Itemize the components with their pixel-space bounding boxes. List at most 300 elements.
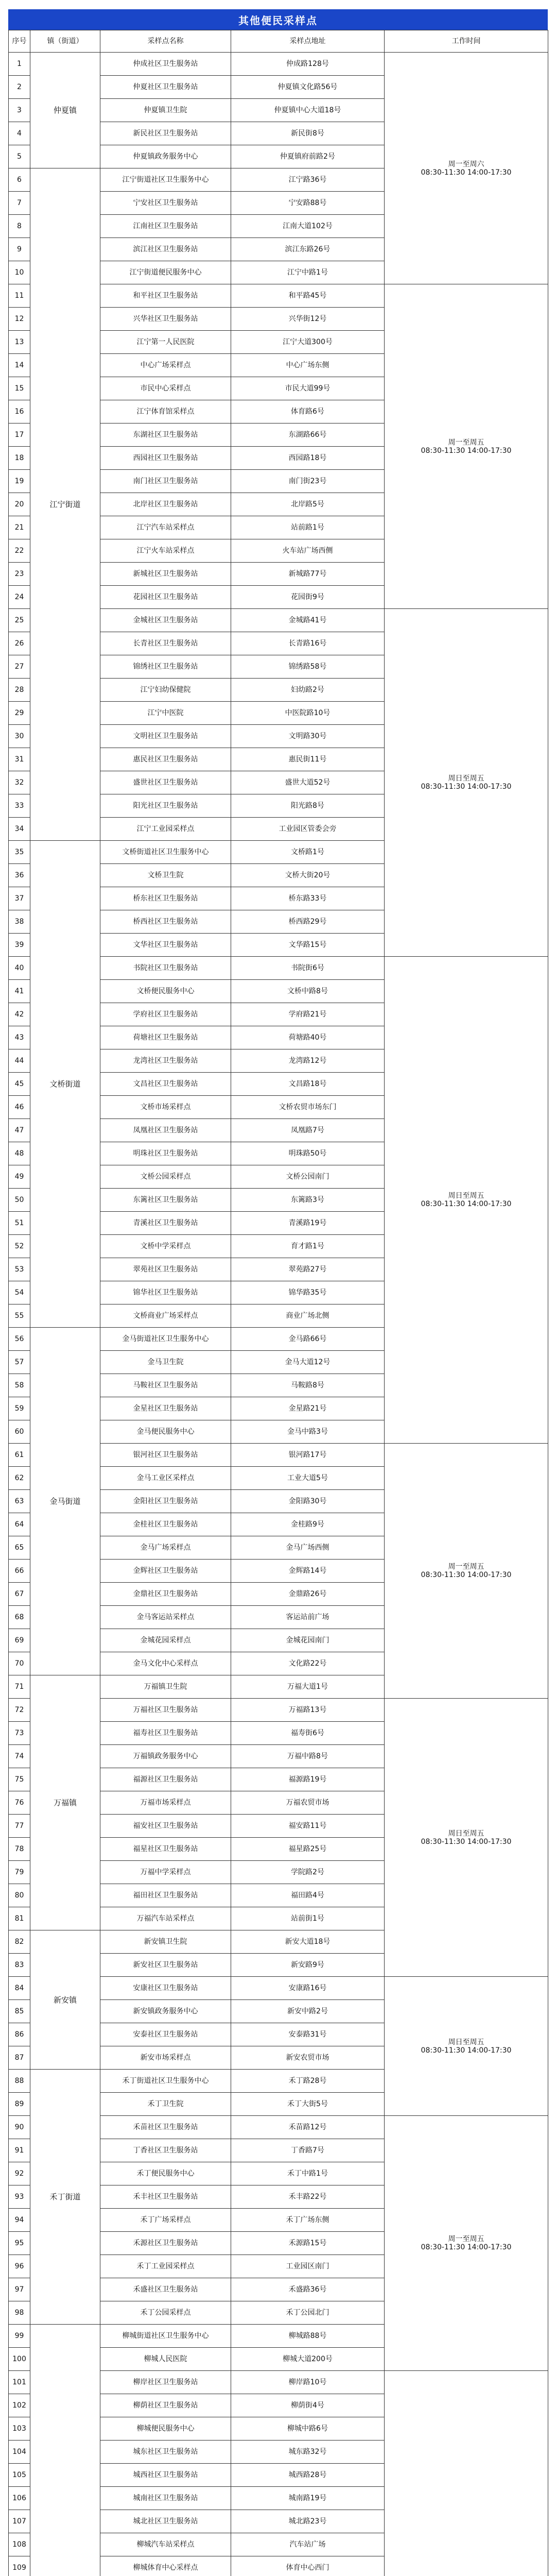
row-number: 36 — [9, 864, 30, 887]
point-address: 丁香路7号 — [231, 2139, 385, 2162]
row-number: 97 — [9, 2278, 30, 2301]
point-name: 书院社区卫生服务站 — [100, 957, 231, 980]
point-name: 金桂社区卫生服务站 — [100, 1513, 231, 1536]
work-hours-cell: 周日至周五 08:30-11:30 14:00-17:30 — [385, 1977, 548, 2116]
point-address: 城东路32号 — [231, 2441, 385, 2464]
row-number: 71 — [9, 1675, 30, 1699]
row-number: 108 — [9, 2533, 30, 2556]
row-number: 52 — [9, 1235, 30, 1258]
point-address: 城西路28号 — [231, 2464, 385, 2487]
point-name: 新民社区卫生服务站 — [100, 122, 231, 145]
point-name: 金鼎社区卫生服务站 — [100, 1583, 231, 1606]
row-number: 38 — [9, 910, 30, 934]
point-address: 文桥中路8号 — [231, 980, 385, 1003]
row-number: 42 — [9, 1003, 30, 1026]
point-name: 城东社区卫生服务站 — [100, 2441, 231, 2464]
point-address: 学府路21号 — [231, 1003, 385, 1026]
row-number: 37 — [9, 887, 30, 910]
point-name: 锦绣社区卫生服务站 — [100, 655, 231, 679]
point-name: 柳岸社区卫生服务站 — [100, 2371, 231, 2394]
point-name: 柳城体育中心采样点 — [100, 2556, 231, 2576]
point-address: 银河路17号 — [231, 1444, 385, 1467]
row-number: 85 — [9, 2000, 30, 2023]
point-name: 西园社区卫生服务站 — [100, 447, 231, 470]
row-number: 39 — [9, 934, 30, 957]
point-address: 新民街8号 — [231, 122, 385, 145]
point-address: 禾丁路28号 — [231, 2070, 385, 2093]
row-number: 54 — [9, 1281, 30, 1304]
point-name: 仲夏社区卫生服务站 — [100, 76, 231, 99]
row-number: 64 — [9, 1513, 30, 1536]
point-name: 长青社区卫生服务站 — [100, 632, 231, 655]
row-number: 58 — [9, 1374, 30, 1397]
point-name: 城南社区卫生服务站 — [100, 2487, 231, 2510]
page-title: 其他便民采样点 — [8, 9, 548, 30]
row-number: 34 — [9, 818, 30, 841]
row-number: 11 — [9, 284, 30, 308]
point-name: 新安镇政务服务中心 — [100, 2000, 231, 2023]
row-number: 41 — [9, 980, 30, 1003]
point-address: 书院街6号 — [231, 957, 385, 980]
point-address: 文桥路1号 — [231, 841, 385, 864]
row-number: 35 — [9, 841, 30, 864]
point-address: 工业园区南门 — [231, 2255, 385, 2278]
point-address: 工业园区管委会旁 — [231, 818, 385, 841]
point-address: 安康路16号 — [231, 1977, 385, 2000]
header-no: 序号 — [9, 30, 30, 53]
point-address: 福寿街6号 — [231, 1722, 385, 1745]
work-hours-cell: 周一至周六 08:30-11:30 14:00-17:30 — [385, 53, 548, 284]
point-address: 文明路30号 — [231, 725, 385, 748]
row-number: 106 — [9, 2487, 30, 2510]
point-address: 文化路22号 — [231, 1652, 385, 1675]
row-number: 100 — [9, 2348, 30, 2371]
town-cell: 文桥街道 — [30, 841, 100, 1328]
point-name: 翠苑社区卫生服务站 — [100, 1258, 231, 1281]
point-name: 桥西社区卫生服务站 — [100, 910, 231, 934]
point-address: 长青路16号 — [231, 632, 385, 655]
point-address: 龙湾路12号 — [231, 1049, 385, 1073]
row-number: 49 — [9, 1165, 30, 1189]
point-name: 明珠社区卫生服务站 — [100, 1142, 231, 1165]
point-name: 宁安社区卫生服务站 — [100, 192, 231, 215]
row-number: 73 — [9, 1722, 30, 1745]
row-number: 65 — [9, 1536, 30, 1560]
point-name: 仲夏镇政务服务中心 — [100, 145, 231, 168]
point-name: 金马街道社区卫生服务中心 — [100, 1328, 231, 1351]
row-number: 80 — [9, 1884, 30, 1907]
row-number: 68 — [9, 1606, 30, 1629]
row-number: 26 — [9, 632, 30, 655]
point-address: 南门街23号 — [231, 470, 385, 493]
row-number: 23 — [9, 563, 30, 586]
row-number: 92 — [9, 2162, 30, 2185]
row-number: 30 — [9, 725, 30, 748]
row-number: 67 — [9, 1583, 30, 1606]
row-number: 1 — [9, 53, 30, 76]
town-cell — [30, 2325, 100, 2576]
point-address: 仲夏镇文化路56号 — [231, 76, 385, 99]
point-address: 锦绣路58号 — [231, 655, 385, 679]
row-number: 84 — [9, 1977, 30, 2000]
point-address: 新安路9号 — [231, 1954, 385, 1977]
point-name: 市民中心采样点 — [100, 377, 231, 400]
point-name: 福源社区卫生服务站 — [100, 1768, 231, 1791]
row-number: 56 — [9, 1328, 30, 1351]
town-cell: 禾丁街道 — [30, 2070, 100, 2325]
town-cell: 金马街道 — [30, 1328, 100, 1675]
point-address: 兴华街12号 — [231, 308, 385, 331]
point-address: 福源路19号 — [231, 1768, 385, 1791]
point-name: 江宁体育馆采样点 — [100, 400, 231, 423]
row-number: 48 — [9, 1142, 30, 1165]
point-name: 安泰社区卫生服务站 — [100, 2023, 231, 2046]
row-number: 105 — [9, 2464, 30, 2487]
point-address: 城北路23号 — [231, 2510, 385, 2533]
point-address: 新城路77号 — [231, 563, 385, 586]
point-address: 东篱路3号 — [231, 1189, 385, 1212]
row-number: 86 — [9, 2023, 30, 2046]
point-address: 金马大道12号 — [231, 1351, 385, 1374]
point-name: 万福镇卫生院 — [100, 1675, 231, 1699]
row-number: 63 — [9, 1490, 30, 1513]
row-number: 44 — [9, 1049, 30, 1073]
row-number: 7 — [9, 192, 30, 215]
point-name: 滨江社区卫生服务站 — [100, 238, 231, 261]
point-name: 文桥中学采样点 — [100, 1235, 231, 1258]
row-number: 40 — [9, 957, 30, 980]
row-number: 99 — [9, 2325, 30, 2348]
point-name: 金辉社区卫生服务站 — [100, 1560, 231, 1583]
point-name: 文桥公园采样点 — [100, 1165, 231, 1189]
point-address: 商业广场北侧 — [231, 1304, 385, 1328]
row-number: 9 — [9, 238, 30, 261]
point-name: 江宁第一人民医院 — [100, 331, 231, 354]
work-hours-cell: 周日至周五 08:30-11:30 14:00-17:30 — [385, 957, 548, 1444]
row-number: 43 — [9, 1026, 30, 1049]
point-name: 福寿社区卫生服务站 — [100, 1722, 231, 1745]
header-name: 采样点名称 — [100, 30, 231, 53]
row-number: 59 — [9, 1397, 30, 1420]
point-name: 江宁汽车站采样点 — [100, 516, 231, 539]
point-address: 禾源路15号 — [231, 2232, 385, 2255]
table-row — [9, 53, 548, 76]
point-name: 青溪社区卫生服务站 — [100, 1212, 231, 1235]
row-number: 27 — [9, 655, 30, 679]
row-number: 18 — [9, 447, 30, 470]
point-address: 明珠路50号 — [231, 1142, 385, 1165]
point-address: 禾丁公园北门 — [231, 2301, 385, 2325]
point-name: 文桥便民服务中心 — [100, 980, 231, 1003]
point-address: 柳荫街4号 — [231, 2394, 385, 2417]
point-name: 柳城便民服务中心 — [100, 2417, 231, 2441]
point-name: 江宁街道便民服务中心 — [100, 261, 231, 284]
point-name: 金马工业区采样点 — [100, 1467, 231, 1490]
point-name: 凤凰社区卫生服务站 — [100, 1119, 231, 1142]
row-number: 75 — [9, 1768, 30, 1791]
point-address: 江宁中路1号 — [231, 261, 385, 284]
point-name: 阳光社区卫生服务站 — [100, 794, 231, 818]
point-name: 龙湾社区卫生服务站 — [100, 1049, 231, 1073]
point-address: 福田路4号 — [231, 1884, 385, 1907]
point-address: 安泰路31号 — [231, 2023, 385, 2046]
row-number: 93 — [9, 2185, 30, 2209]
row-number: 25 — [9, 609, 30, 632]
point-name: 文桥市场采样点 — [100, 1096, 231, 1119]
row-number: 5 — [9, 145, 30, 168]
point-address: 桥东路33号 — [231, 887, 385, 910]
point-name: 江南社区卫生服务站 — [100, 215, 231, 238]
point-name: 丁香社区卫生服务站 — [100, 2139, 231, 2162]
town-cell: 江宁街道 — [30, 168, 100, 841]
point-address: 学院路2号 — [231, 1861, 385, 1884]
point-name: 马鞍社区卫生服务站 — [100, 1374, 231, 1397]
point-name: 金马文化中心采样点 — [100, 1652, 231, 1675]
point-name: 金城社区卫生服务站 — [100, 609, 231, 632]
point-name: 江宁街道社区卫生服务中心 — [100, 168, 231, 192]
point-address: 体育路6号 — [231, 400, 385, 423]
row-number: 50 — [9, 1189, 30, 1212]
row-number: 55 — [9, 1304, 30, 1328]
row-number: 17 — [9, 423, 30, 447]
point-name: 仲成社区卫生服务站 — [100, 53, 231, 76]
row-number: 109 — [9, 2556, 30, 2576]
point-name: 禾丁公园采样点 — [100, 2301, 231, 2325]
row-number: 29 — [9, 702, 30, 725]
point-name: 花园社区卫生服务站 — [100, 586, 231, 609]
point-address: 工业大道5号 — [231, 1467, 385, 1490]
row-number: 31 — [9, 748, 30, 771]
point-name: 北岸社区卫生服务站 — [100, 493, 231, 516]
row-number: 103 — [9, 2417, 30, 2441]
row-number: 14 — [9, 354, 30, 377]
town-cell: 万福镇 — [30, 1675, 100, 1930]
header-addr: 采样点地址 — [231, 30, 385, 53]
row-number: 21 — [9, 516, 30, 539]
point-address: 福星路25号 — [231, 1838, 385, 1861]
row-number: 10 — [9, 261, 30, 284]
point-name: 禾源社区卫生服务站 — [100, 2232, 231, 2255]
work-hours-cell — [385, 2371, 548, 2576]
point-address: 禾盛路36号 — [231, 2278, 385, 2301]
point-name: 金星社区卫生服务站 — [100, 1397, 231, 1420]
point-address: 宁安路88号 — [231, 192, 385, 215]
point-name: 文昌社区卫生服务站 — [100, 1073, 231, 1096]
row-number: 74 — [9, 1745, 30, 1768]
point-name: 荷塘社区卫生服务站 — [100, 1026, 231, 1049]
row-number: 19 — [9, 470, 30, 493]
point-address: 汽车站广场 — [231, 2533, 385, 2556]
point-name: 禾苗社区卫生服务站 — [100, 2116, 231, 2139]
header-time: 工作时间 — [385, 30, 548, 53]
point-address: 江宁大道300号 — [231, 331, 385, 354]
point-address: 荷塘路40号 — [231, 1026, 385, 1049]
town-cell: 新安镇 — [30, 1930, 100, 2070]
row-number: 20 — [9, 493, 30, 516]
row-number: 24 — [9, 586, 30, 609]
point-address: 城南路19号 — [231, 2487, 385, 2510]
point-name: 福安社区卫生服务站 — [100, 1815, 231, 1838]
point-name: 禾丁工业园采样点 — [100, 2255, 231, 2278]
point-address: 仲成路128号 — [231, 53, 385, 76]
row-number: 83 — [9, 1954, 30, 1977]
point-name: 柳城汽车站采样点 — [100, 2533, 231, 2556]
row-number: 98 — [9, 2301, 30, 2325]
point-address: 桥西路29号 — [231, 910, 385, 934]
point-name: 东湖社区卫生服务站 — [100, 423, 231, 447]
point-name: 金城花园采样点 — [100, 1629, 231, 1652]
work-hours-cell: 周一至周五 08:30-11:30 14:00-17:30 — [385, 284, 548, 609]
point-name: 禾丁街道社区卫生服务中心 — [100, 2070, 231, 2093]
point-name: 金阳社区卫生服务站 — [100, 1490, 231, 1513]
point-address: 金星路21号 — [231, 1397, 385, 1420]
point-address: 金城路41号 — [231, 609, 385, 632]
point-address: 站前街1号 — [231, 1907, 385, 1930]
point-address: 金马中路3号 — [231, 1420, 385, 1444]
point-name: 禾丁广场采样点 — [100, 2209, 231, 2232]
point-address: 文华路15号 — [231, 934, 385, 957]
point-address: 福安路11号 — [231, 1815, 385, 1838]
row-number: 88 — [9, 2070, 30, 2093]
point-name: 东篱社区卫生服务站 — [100, 1189, 231, 1212]
point-address: 禾丁中路1号 — [231, 2162, 385, 2185]
row-number: 32 — [9, 771, 30, 794]
row-number: 15 — [9, 377, 30, 400]
point-address: 马鞍路8号 — [231, 1374, 385, 1397]
point-name: 城北社区卫生服务站 — [100, 2510, 231, 2533]
point-name: 金马广场采样点 — [100, 1536, 231, 1560]
table-header-row — [9, 30, 548, 53]
point-address: 万福中路8号 — [231, 1745, 385, 1768]
point-name: 盛世社区卫生服务站 — [100, 771, 231, 794]
point-name: 万福社区卫生服务站 — [100, 1699, 231, 1722]
point-address: 仲夏镇中心大道18号 — [231, 99, 385, 122]
point-name: 金马便民服务中心 — [100, 1420, 231, 1444]
point-address: 站前路1号 — [231, 516, 385, 539]
point-address: 翠苑路27号 — [231, 1258, 385, 1281]
row-number: 3 — [9, 99, 30, 122]
point-address: 西园路18号 — [231, 447, 385, 470]
point-name: 仲夏镇卫生院 — [100, 99, 231, 122]
row-number: 95 — [9, 2232, 30, 2255]
point-address: 柳城大道200号 — [231, 2348, 385, 2371]
point-name: 柳荫社区卫生服务站 — [100, 2394, 231, 2417]
point-address: 新安大道18号 — [231, 1930, 385, 1954]
point-name: 万福镇政务服务中心 — [100, 1745, 231, 1768]
point-address: 滨江东路26号 — [231, 238, 385, 261]
point-address: 金辉路14号 — [231, 1560, 385, 1583]
point-address: 金马路66号 — [231, 1328, 385, 1351]
point-name: 禾盛社区卫生服务站 — [100, 2278, 231, 2301]
point-address: 锦华路35号 — [231, 1281, 385, 1304]
row-number: 47 — [9, 1119, 30, 1142]
row-number: 62 — [9, 1467, 30, 1490]
point-name: 桥东社区卫生服务站 — [100, 887, 231, 910]
point-address: 文昌路18号 — [231, 1073, 385, 1096]
point-name: 福田社区卫生服务站 — [100, 1884, 231, 1907]
row-number: 102 — [9, 2394, 30, 2417]
point-name: 柳城人民医院 — [100, 2348, 231, 2371]
point-name: 禾丁便民服务中心 — [100, 2162, 231, 2185]
row-number: 82 — [9, 1930, 30, 1954]
point-name: 银河社区卫生服务站 — [100, 1444, 231, 1467]
row-number: 69 — [9, 1629, 30, 1652]
point-name: 南门社区卫生服务站 — [100, 470, 231, 493]
row-number: 96 — [9, 2255, 30, 2278]
point-name: 学府社区卫生服务站 — [100, 1003, 231, 1026]
row-number: 87 — [9, 2046, 30, 2070]
point-address: 柳城中路6号 — [231, 2417, 385, 2441]
work-hours-cell: 周一至周五 08:30-11:30 14:00-17:30 — [385, 2116, 548, 2371]
row-number: 72 — [9, 1699, 30, 1722]
point-address: 新安中路2号 — [231, 2000, 385, 2023]
work-hours-cell: 周日至周五 08:30-11:30 14:00-17:30 — [385, 1699, 548, 1977]
point-name: 文桥商业广场采样点 — [100, 1304, 231, 1328]
point-name: 江宁工业园采样点 — [100, 818, 231, 841]
point-name: 禾丰社区卫生服务站 — [100, 2185, 231, 2209]
row-number: 61 — [9, 1444, 30, 1467]
point-address: 仲夏镇府前路2号 — [231, 145, 385, 168]
point-address: 凤凰路7号 — [231, 1119, 385, 1142]
point-name: 文华社区卫生服务站 — [100, 934, 231, 957]
point-name: 柳城街道社区卫生服务中心 — [100, 2325, 231, 2348]
row-number: 53 — [9, 1258, 30, 1281]
point-name: 新安社区卫生服务站 — [100, 1954, 231, 1977]
row-number: 89 — [9, 2093, 30, 2116]
point-address: 文桥农贸市场东门 — [231, 1096, 385, 1119]
point-name: 和平社区卫生服务站 — [100, 284, 231, 308]
point-name: 江宁中医院 — [100, 702, 231, 725]
row-number: 107 — [9, 2510, 30, 2533]
work-hours-cell: 周一至周五 08:30-11:30 14:00-17:30 — [385, 1444, 548, 1699]
row-number: 101 — [9, 2371, 30, 2394]
point-address: 江宁路36号 — [231, 168, 385, 192]
row-number: 81 — [9, 1907, 30, 1930]
point-address: 中医院路10号 — [231, 702, 385, 725]
point-address: 中心广场东侧 — [231, 354, 385, 377]
point-address: 金城花园南门 — [231, 1629, 385, 1652]
row-number: 104 — [9, 2441, 30, 2464]
row-number: 28 — [9, 679, 30, 702]
point-address: 柳城路88号 — [231, 2325, 385, 2348]
point-name: 城西社区卫生服务站 — [100, 2464, 231, 2487]
point-name: 惠民社区卫生服务站 — [100, 748, 231, 771]
row-number: 16 — [9, 400, 30, 423]
point-address: 火车站广场西侧 — [231, 539, 385, 563]
point-name: 禾丁卫生院 — [100, 2093, 231, 2116]
point-address: 花园街9号 — [231, 586, 385, 609]
row-number: 8 — [9, 215, 30, 238]
point-address: 盛世大道52号 — [231, 771, 385, 794]
point-address: 体育中心西门 — [231, 2556, 385, 2576]
row-number: 66 — [9, 1560, 30, 1583]
point-name: 新安镇卫生院 — [100, 1930, 231, 1954]
row-number: 57 — [9, 1351, 30, 1374]
point-name: 安康社区卫生服务站 — [100, 1977, 231, 2000]
point-address: 文桥大街20号 — [231, 864, 385, 887]
point-address: 金马广场西侧 — [231, 1536, 385, 1560]
point-address: 东湖路66号 — [231, 423, 385, 447]
point-address: 万福农贸市场 — [231, 1791, 385, 1815]
point-name: 福星社区卫生服务站 — [100, 1838, 231, 1861]
header-town: 镇（街道） — [30, 30, 100, 53]
row-number: 79 — [9, 1861, 30, 1884]
work-hours-cell: 周日至周五 08:30-11:30 14:00-17:30 — [385, 609, 548, 957]
point-name: 兴华社区卫生服务站 — [100, 308, 231, 331]
point-address: 文桥公园南门 — [231, 1165, 385, 1189]
point-name: 新安市场采样点 — [100, 2046, 231, 2070]
point-name: 万福市场采样点 — [100, 1791, 231, 1815]
